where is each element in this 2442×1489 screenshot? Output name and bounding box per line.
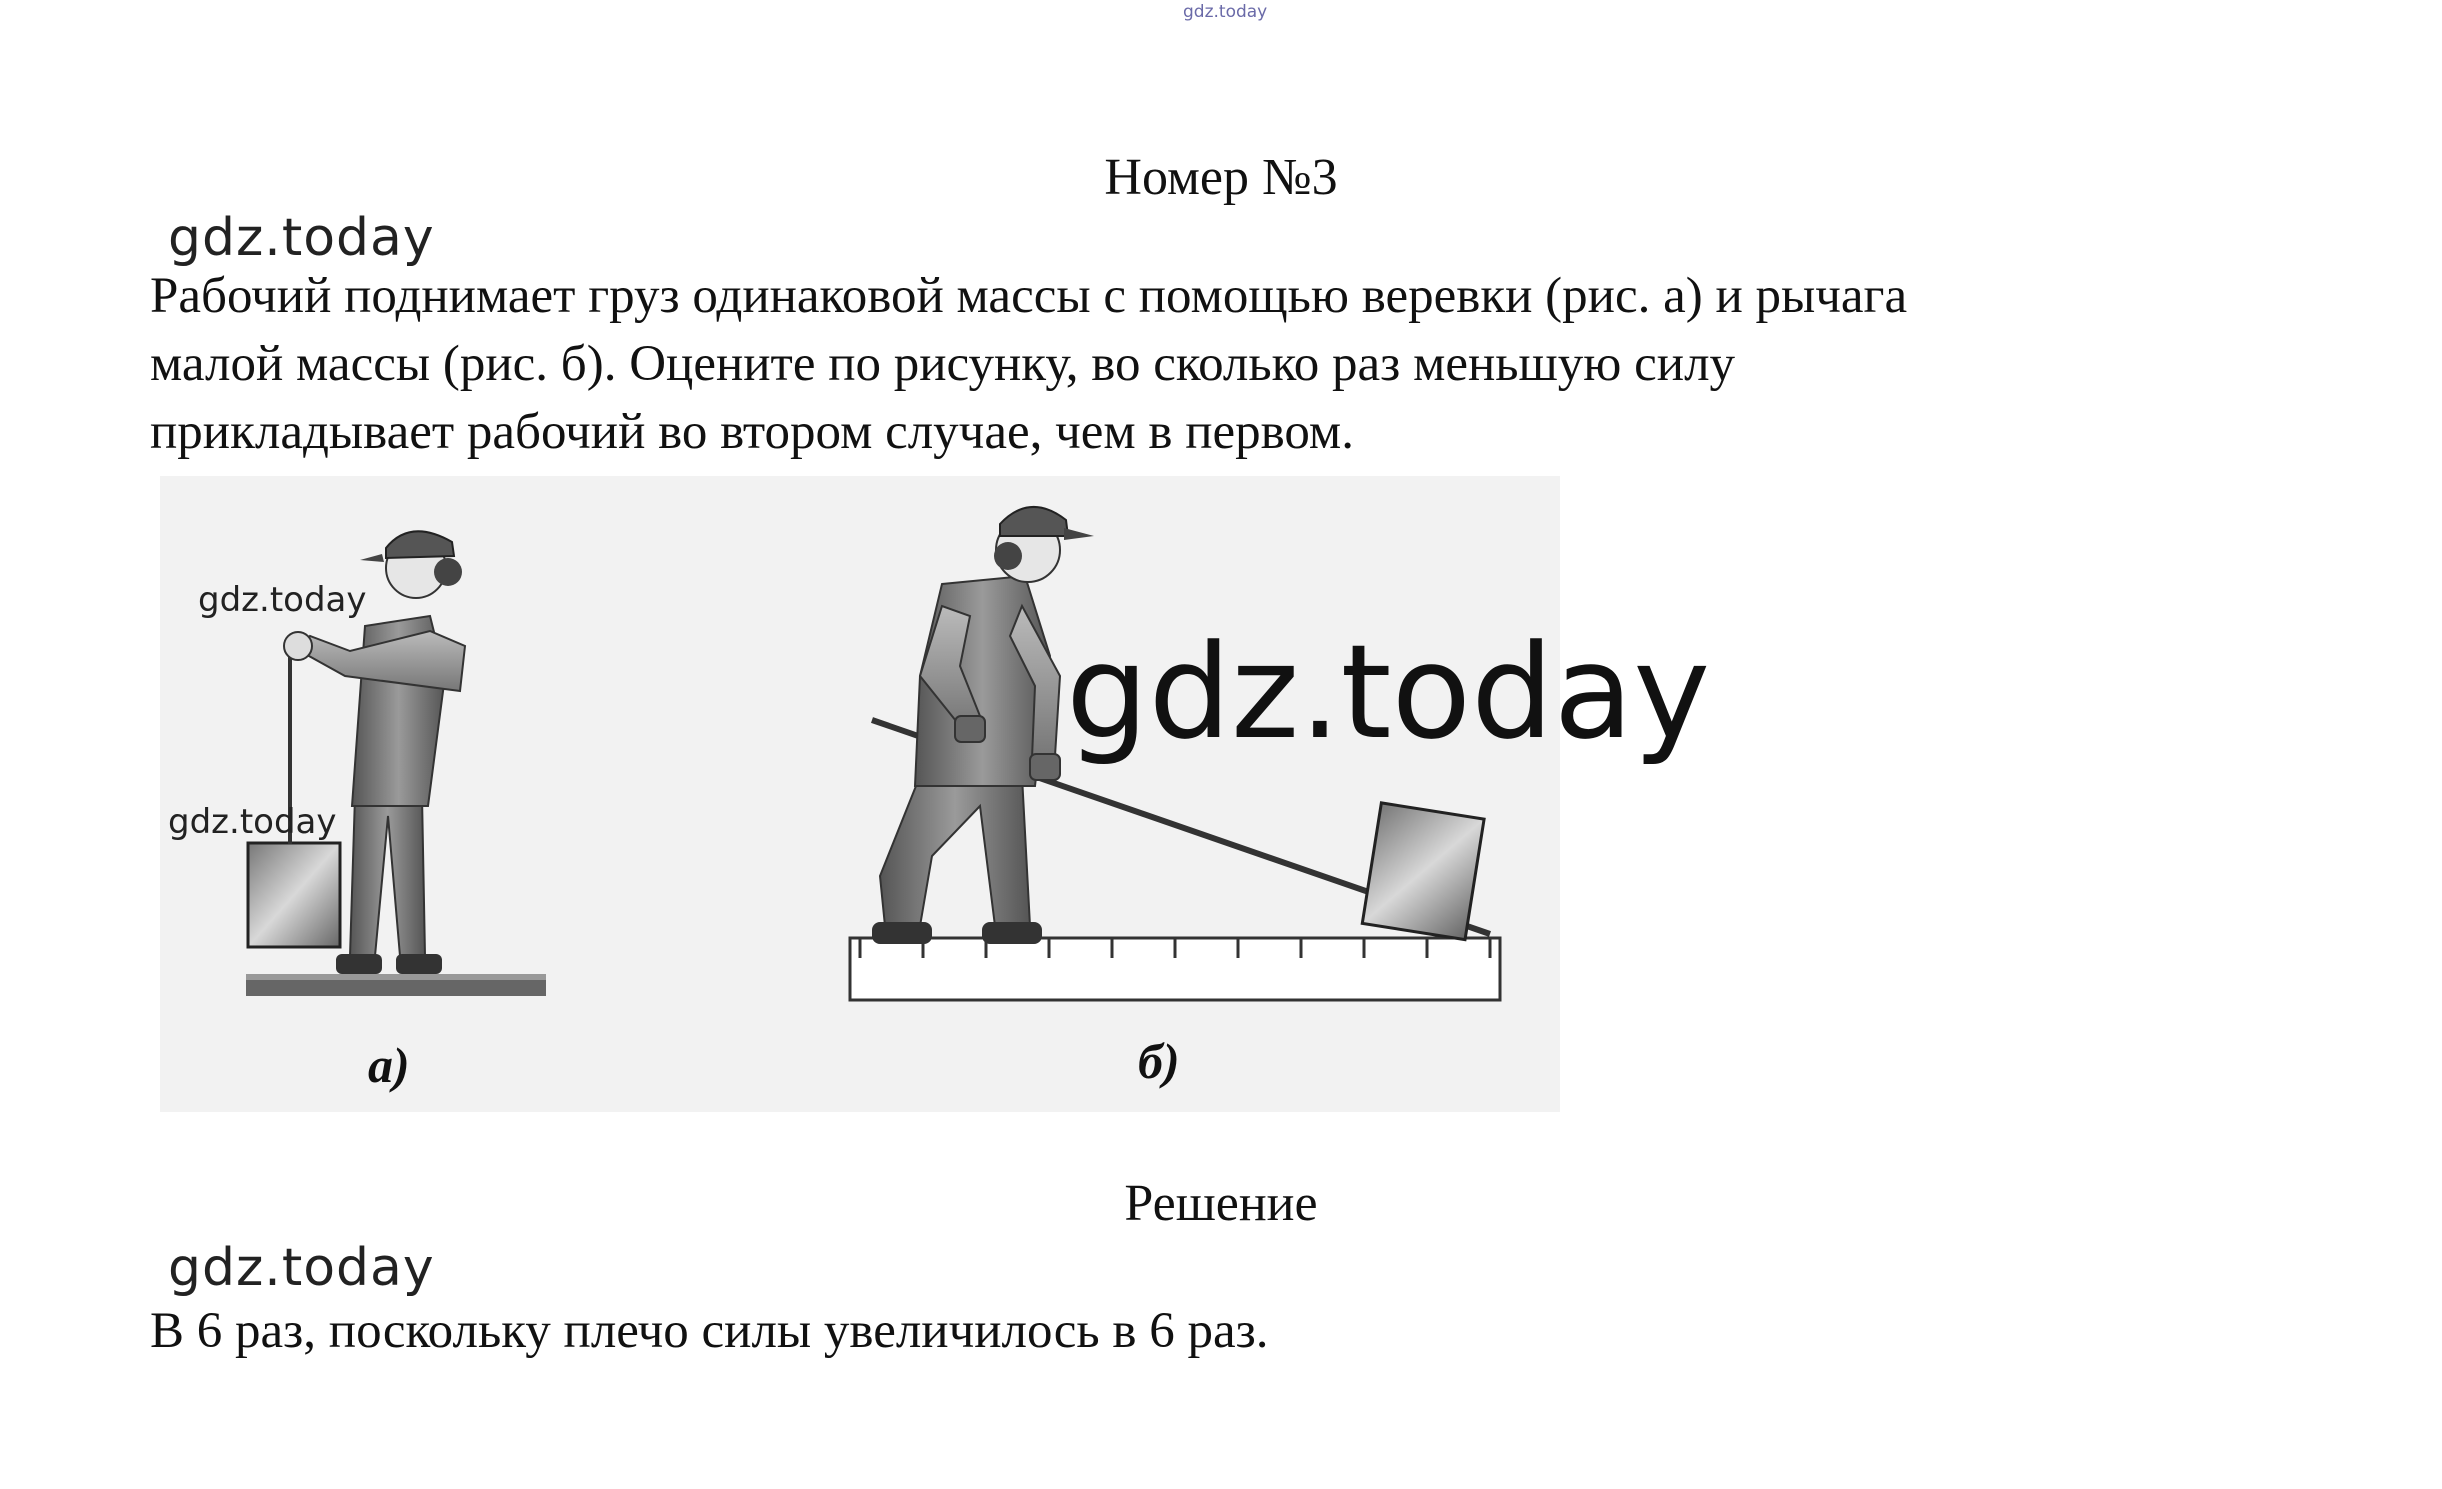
watermark-problem: gdz.today bbox=[168, 208, 435, 268]
watermark-figure-a-top: gdz.today bbox=[198, 580, 367, 620]
solution-answer: В 6 раз, поскольку плечо силы увеличилось в 6 раз. bbox=[150, 1303, 1269, 1359]
figure-illustration bbox=[160, 476, 1560, 1112]
problem-figure bbox=[160, 476, 1711, 1112]
problem-line-1: Рабочий поднимает груз одинаковой массы с помощью веревки (рис. а) и рычага bbox=[150, 268, 1908, 324]
figure-b-caption: б) bbox=[1138, 1033, 1180, 1089]
problem-title: Номер №3 bbox=[1104, 149, 1338, 206]
figure-a-caption: а) bbox=[368, 1037, 410, 1093]
problem-line-2: малой массы (рис. б). Оцените по рисунку, во сколько раз меньшую силу bbox=[150, 336, 1736, 392]
problem-text bbox=[150, 262, 2350, 466]
watermark-top: gdz.today bbox=[1183, 2, 1268, 22]
problem-line-3: прикладывает рабочий во втором случае, чем в первом. bbox=[150, 404, 1354, 460]
watermark-solution: gdz.today bbox=[168, 1238, 435, 1298]
watermark-figure-a-box: gdz.today bbox=[168, 802, 337, 842]
solution-title: Решение bbox=[1124, 1175, 1318, 1232]
watermark-figure-large: gdz.today bbox=[1066, 616, 1711, 768]
